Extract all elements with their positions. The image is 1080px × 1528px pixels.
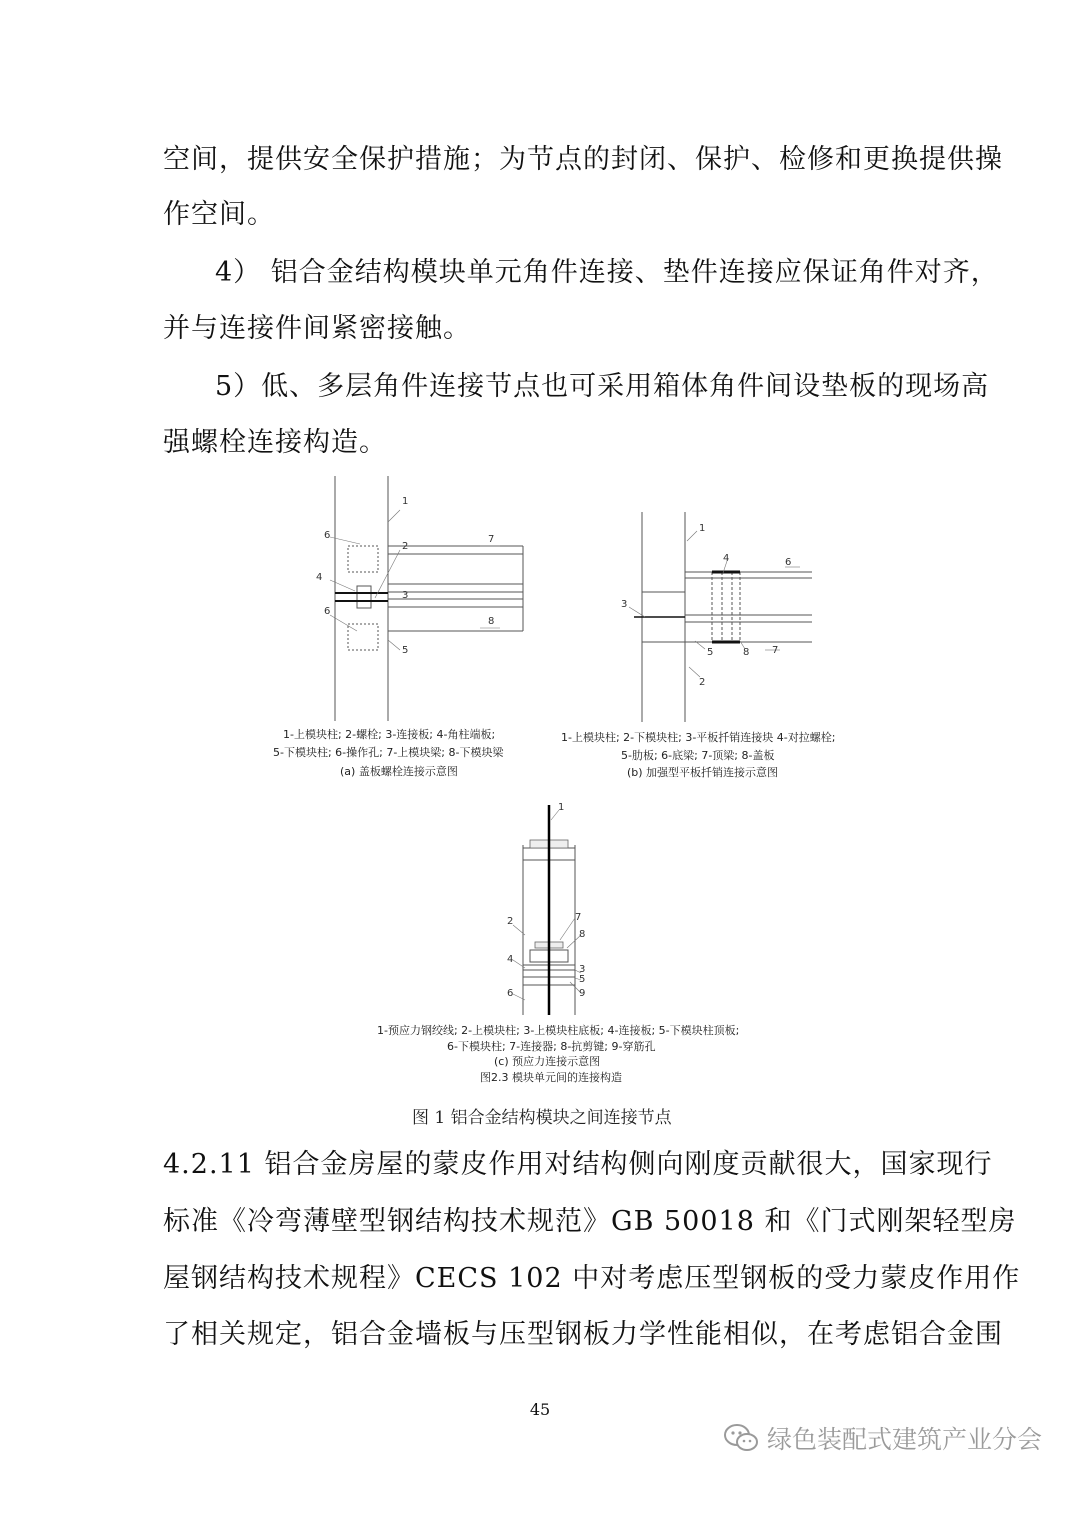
paragraph-line: 空间，提供安全保护措施；为节点的封闭、保护、检修和更换提供操 [163, 144, 1003, 175]
figure-c-subcaption: 图2.3 模块单元间的连接构造 [480, 1071, 622, 1084]
figure-c-label: 4 [507, 954, 514, 965]
figure-a-label: 8 [488, 616, 495, 627]
figure-b-label: 1 [699, 523, 706, 534]
figure-c-label: 5 [579, 974, 586, 985]
wechat-icon [723, 1423, 759, 1453]
paragraph-line: 4） 铝合金结构模块单元角件连接、垫件连接应保证角件对齐， [215, 257, 999, 288]
figure-a-legend: 1-上模块柱; 2-螺栓; 3-连接板; 4-角柱端板; [283, 728, 496, 741]
figure-a-legend: 5-下模块柱; 6-操作孔; 7-上模块梁; 8-下模块梁 [273, 746, 504, 759]
figure-c-legend: 6-下模块柱; 7-连接器; 8-抗剪键; 9-穿筋孔 [447, 1040, 656, 1053]
paragraph-line: 并与连接件间紧密接触。 [163, 313, 471, 344]
figure-b-label: 4 [723, 553, 730, 564]
figure-a-label: 7 [488, 534, 495, 545]
figure-c-label: 3 [579, 964, 586, 975]
paragraph-line: 强螺栓连接构造。 [163, 427, 387, 458]
figure-c-title: (c) 预应力连接示意图 [494, 1055, 601, 1068]
paragraph-line: 作空间。 [163, 199, 275, 230]
figure-b-labels [615, 515, 820, 695]
watermark [723, 1420, 1042, 1456]
figure-b-label: 8 [743, 647, 750, 658]
figure-a-label: 5 [402, 645, 409, 656]
figure-b-label: 2 [699, 677, 706, 688]
page-number: 45 [529, 1400, 551, 1419]
figure-b-label: 6 [785, 557, 792, 568]
figure-a-labels [300, 490, 530, 670]
section-line: 标准《冷弯薄壁型钢结构技术规范》GB 50018 和《门式刚架轻型房 [163, 1206, 1017, 1237]
figure-b-title: (b) 加强型平板扦销连接示意图 [627, 766, 779, 779]
figure-c-labels [495, 800, 615, 1015]
figure-a-label: 6 [324, 606, 331, 617]
figure-a-label: 3 [402, 590, 409, 601]
figure-b-label: 5 [707, 647, 714, 658]
figure-c-label: 7 [575, 912, 582, 923]
figure-c-label: 9 [579, 988, 586, 999]
figure-b-legend: 5-肋板; 6-底梁; 7-顶梁; 8-盖板 [621, 749, 775, 762]
figure-b-label: 7 [772, 645, 779, 656]
section-line: 屋钢结构技术规程》CECS 102 中对考虑压型钢板的受力蒙皮作用作 [163, 1263, 1021, 1294]
figure-a-label: 6 [324, 530, 331, 541]
figure-c-label: 6 [507, 988, 514, 999]
figure-c-legend: 1-预应力钢绞线; 2-上模块柱; 3-上模块柱底板; 4-连接板; 5-下模块柱顶板; [377, 1024, 740, 1037]
figure-c-label: 2 [507, 916, 514, 927]
figure-b-legend: 1-上模块柱; 2-下模块柱; 3-平板扦销连接块 4-对拉螺栓; [561, 731, 836, 744]
figure-a-title: (a) 盖板螺栓连接示意图 [340, 765, 458, 778]
watermark-text: 绿色装配式建筑产业分会 [766, 1425, 1042, 1454]
figure-a-label: 4 [316, 572, 323, 583]
section-line: 了相关规定，铝合金墙板与压型钢板力学性能相似，在考虑铝合金围 [163, 1319, 1003, 1350]
figure-b-label: 3 [621, 599, 628, 610]
section-line: 4.2.11 铝合金房屋的蒙皮作用对结构侧向刚度贡献很大，国家现行 [163, 1149, 993, 1180]
figure-a-label: 1 [402, 496, 409, 507]
figure-caption: 图 1 铝合金结构模块之间连接节点 [412, 1108, 672, 1128]
figure-c-label: 8 [579, 929, 586, 940]
paragraph-line: 5）低、多层角件连接节点也可采用箱体角件间设垫板的现场高 [215, 371, 990, 402]
figure-a-label: 2 [402, 541, 409, 552]
figure-c-label: 1 [558, 802, 565, 813]
